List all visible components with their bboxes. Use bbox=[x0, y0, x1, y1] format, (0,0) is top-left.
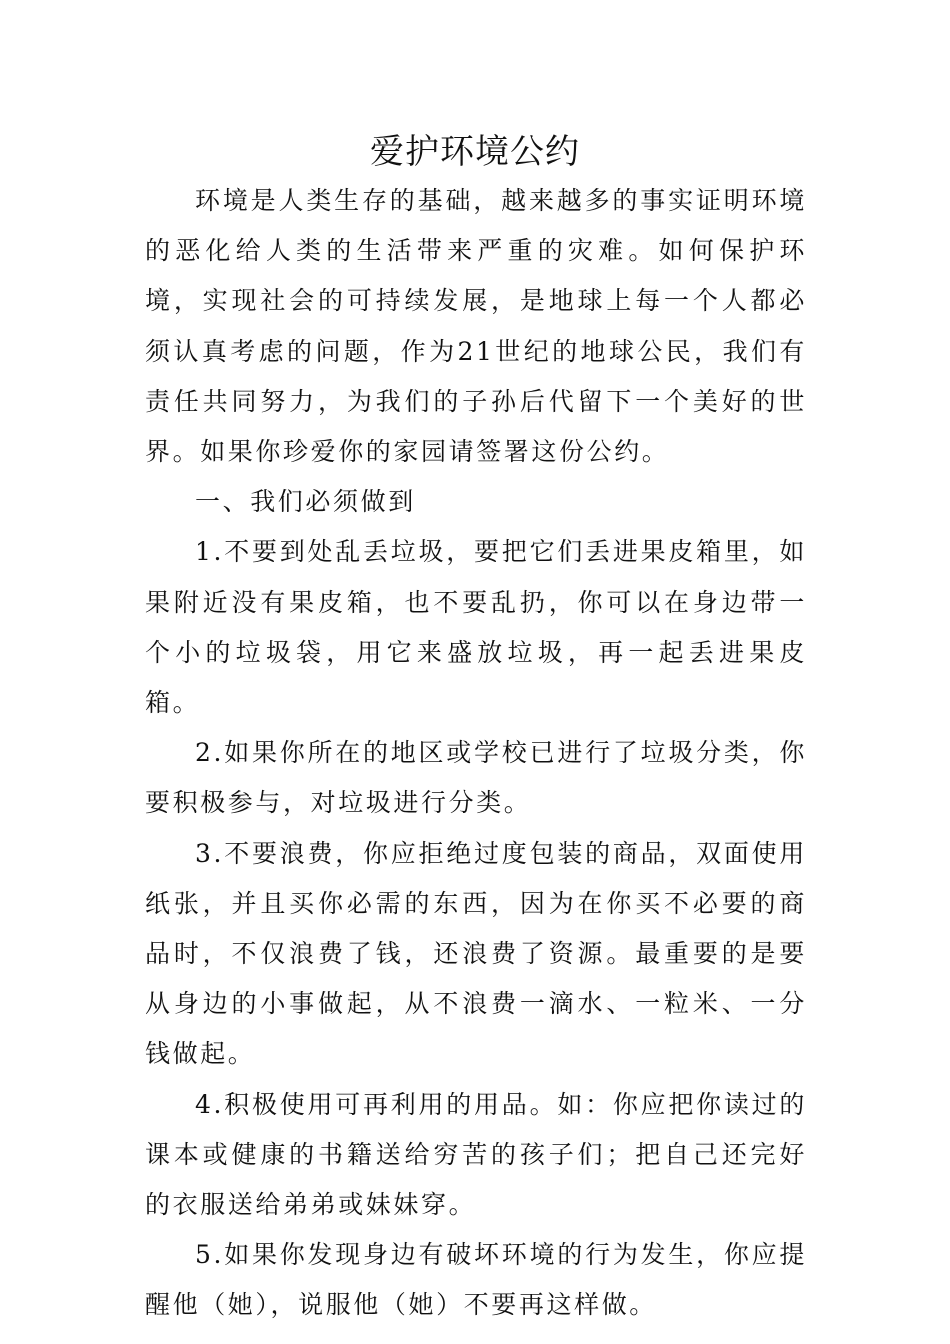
list-item-3: 3.不要浪费，你应拒绝过度包装的商品，双面使用纸张，并且买你必需的东西，因为在你买不必要的商品时，不仅浪费了钱，还浪费了资源。最重要的是要从身边的小事做起，从不浪费一滴水、一粒米、一分钱做起。 bbox=[145, 838, 807, 1069]
list-item-4: 4.积极使用可再利用的用品。如：你应把你读过的课本或健康的书籍送给穷苦的孩子们；把自己还完好的衣服送给弟弟或妹妹穿。 bbox=[145, 1089, 807, 1220]
section-heading: 一、我们必须做到 bbox=[195, 487, 416, 517]
list-item-1: 1.不要到处乱丢垃圾，要把它们丢进果皮箱里，如果附近没有果皮箱，也不要乱扔，你可以在身边带一个小的垃圾袋，用它来盛放垃圾，再一起丢进果皮箱。 bbox=[145, 537, 807, 718]
list-item-5: 5.如果你发现身边有破坏环境的行为发生，你应提醒他（她），说服他（她）不要再这样做。 bbox=[145, 1240, 807, 1320]
list-item-2: 2.如果你所在的地区或学校已进行了垃圾分类，你要积极参与，对垃圾进行分类。 bbox=[145, 738, 807, 818]
intro-paragraph: 环境是人类生存的基础，越来越多的事实证明环境的恶化给人类的生活带来严重的灾难。如何保护环境，实现社会的可持续发展，是地球上每一个人都必须认真考虑的问题，作为21世纪的地球公民，我们有责任共同努力，为我们的子孙后代留下一个美好的世界。如果你珍爱你的家园请签署这份公约。 bbox=[145, 186, 807, 467]
document-title: 爱护环境公约 bbox=[370, 132, 580, 172]
document-body bbox=[145, 176, 807, 1331]
